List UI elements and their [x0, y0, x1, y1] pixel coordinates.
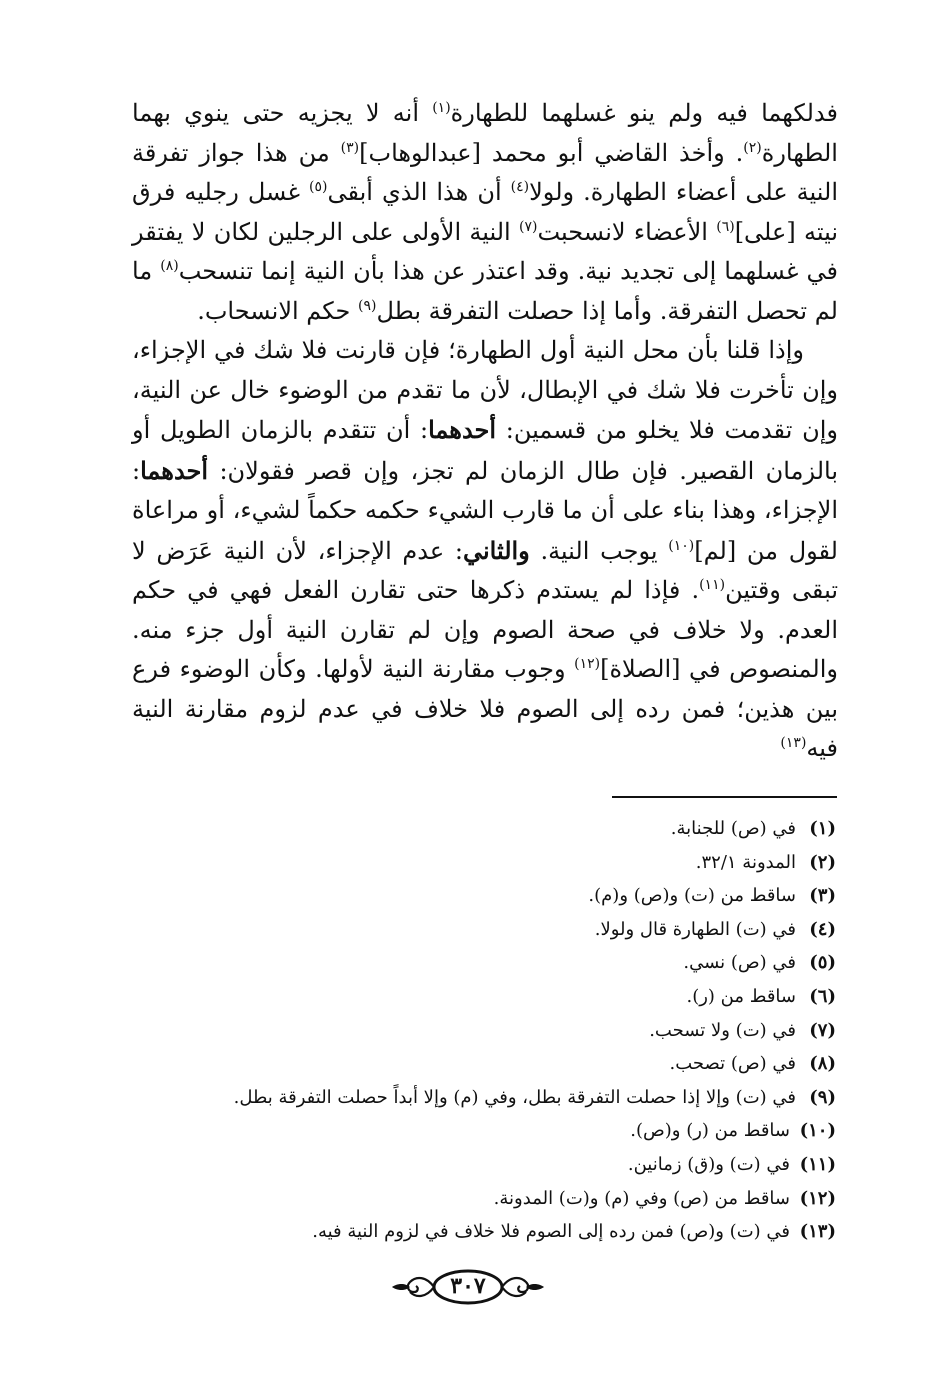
footnote-number: (١٣)	[799, 1221, 836, 1243]
footnote-13	[116, 1215, 836, 1249]
footnote-number: (٨)	[809, 1053, 836, 1075]
footnote-9	[116, 1081, 836, 1115]
footnote-text: في (ت) و(ص) فمن رده إلى الصوم فلا خلاف في لزوم النية فيه.	[312, 1221, 790, 1243]
footnote-text: في (ص) تصحب.	[669, 1053, 796, 1075]
footnote-text: ساقط من (ر) و(ص).	[630, 1120, 790, 1142]
text-run: . وأخذ القاضي أبو محمد [عبدالوهاب]	[359, 138, 744, 167]
footnote-text: في (ت) و(ق) زمانين.	[627, 1153, 790, 1175]
footnote-number: (٦)	[809, 985, 836, 1007]
footnote-4	[116, 913, 836, 947]
bold-term: والثاني	[462, 535, 530, 565]
text-run: النية الأولى على الرجلين لكان لا يفتقر في غسلهما إلى تجديد نية. وقد اعتذر عن هذا بأن النية إنما تنسحب	[132, 217, 839, 285]
footnote-ref-5[interactable]: (٥)	[309, 179, 328, 195]
paragraph-2	[132, 331, 838, 769]
footnote-ref-12[interactable]: (١٢)	[574, 656, 601, 672]
footnote-number: (٩)	[809, 1086, 836, 1108]
footnote-3	[116, 879, 836, 913]
footnote-number: (٤)	[809, 918, 836, 940]
footnote-ref-10[interactable]: (١٠)	[668, 537, 695, 554]
footnote-number: (٥)	[809, 952, 836, 974]
footnote-text: في (ص) للجنابة.	[670, 818, 796, 839]
footnote-12	[116, 1182, 836, 1216]
text-run: يوجب النية.	[529, 536, 669, 565]
footnote-ref-7[interactable]: (٧)	[519, 218, 538, 235]
footnote-text: في (ت) وإلا إذا حصلت التفرقة بطل، وفي (م) وإلا أبداً حصلت التفرقة بطل.	[233, 1086, 796, 1108]
footnote-10	[116, 1114, 836, 1148]
footnote-text: في (ت) الطهارة قال ولولا.	[594, 918, 796, 940]
footnote-11	[116, 1148, 836, 1182]
footnote-ref-8[interactable]: (٨)	[160, 258, 179, 274]
bold-term: أحدهما	[140, 455, 209, 485]
text-run: وإذا قلنا بأن محل النية أول الطهارة؛ فإن قارنت فلا شك في الإجزاء، وإن تأخرت فلا شك في الإبطال، لأن ما تقدم من الوضوء خال عن النية، وإن تقدمت فلا يخلو من قسمين:	[132, 336, 838, 444]
footnote-number: (١)	[809, 818, 836, 839]
text-run: فدلكهما فيه ولم ينو غسلهما للطهارة	[450, 99, 838, 127]
footnote-ref-3[interactable]: (٣)	[340, 139, 360, 156]
text-run: حكم الانسحاب.	[197, 296, 358, 325]
footnote-2	[116, 846, 836, 880]
footnote-ref-4[interactable]: (٤)	[510, 179, 530, 195]
text-run: : عدم الإجزاء، لأن النية عَرَض لا تبقى وقتين	[132, 536, 838, 604]
text-run: . فإذا لم يستدم ذكرها حتى تقارن الفعل فهي في حكم العدم. ولا خلاف في صحة الصوم وإن لم تقارن النية أول جزء منه. والمنصوص في [الصلاة]	[132, 576, 839, 683]
footnote-6	[116, 980, 836, 1014]
footnote-number: (٧)	[809, 1019, 836, 1041]
footnote-number: (١١)	[799, 1153, 836, 1175]
text-run: غسل رجليه فرق نيته [على]	[132, 178, 838, 246]
footnote-ref-9[interactable]: (٩)	[358, 297, 377, 314]
text-run: أن هذا الذي أبقى	[327, 178, 511, 206]
page-number-ornament	[386, 1262, 550, 1312]
footnote-ref-2[interactable]: (٢)	[743, 139, 762, 156]
footnote-separator	[612, 796, 837, 798]
footnote-ref-1[interactable]: (١)	[432, 100, 451, 116]
footnote-text: المدونة ٣٢/١.	[695, 851, 796, 873]
footnote-7	[116, 1014, 836, 1048]
text-run: : أن تتقدم بالزمان الطويل أو بالزمان القصير. فإن طال الزمان لم تجز، وإن قصر فقولان:	[132, 416, 838, 485]
footnote-number: (٢)	[809, 851, 836, 873]
footnote-5	[116, 946, 836, 980]
text-run: ما لم تحصل التفرقة. وأما إذا حصلت التفرقة بطل	[132, 257, 838, 325]
bold-term: أحدهما	[428, 415, 497, 444]
footnote-1	[116, 812, 836, 846]
text-run: وجوب مقارنة النية لأولها. وكأن الوضوء فرع بين هذين؛ فمن رده إلى الصوم فلا خلاف في عدم لزوم مقارنة النية فيه	[132, 655, 838, 762]
text-run: أنه لا يجزيه حتى ينوي بهما الطهارة	[132, 99, 838, 167]
footnote-number: (١٢)	[799, 1187, 836, 1209]
footnote-ref-6[interactable]: (٦)	[716, 218, 735, 235]
text-run: : الإجزاء، وهذا بناء على أن ما قارب الشيء حكمه حكماً لشيء، أو مراعاة لقول من [لم]	[132, 456, 838, 565]
footnote-text: ساقط من (ر).	[686, 985, 796, 1007]
footnote-number: (١٠)	[799, 1120, 836, 1142]
page-number: ٣٠٧	[450, 1273, 486, 1299]
paragraph-1	[132, 94, 838, 331]
main-text	[132, 94, 838, 769]
footnote-ref-13[interactable]: (١٣)	[780, 735, 807, 751]
footnote-text: في (ص) نسي.	[683, 952, 796, 974]
footnote-ref-11[interactable]: (١١)	[699, 577, 726, 593]
text-run: من هذا جواز تفرقة النية على أعضاء الطهارة. ولولا	[132, 138, 839, 206]
footnote-number: (٣)	[809, 885, 836, 907]
footnote-8	[116, 1047, 836, 1081]
footnotes-list	[116, 812, 836, 1249]
footnote-text: ساقط من (ص) وفي (م) و(ت) المدونة.	[493, 1187, 790, 1209]
text-run: الأعضاء لانسحبت	[537, 217, 717, 246]
footnote-text: ساقط من (ت) و(ص) و(م).	[588, 885, 796, 907]
footnote-text: في (ت) ولا تسحب.	[649, 1019, 796, 1041]
